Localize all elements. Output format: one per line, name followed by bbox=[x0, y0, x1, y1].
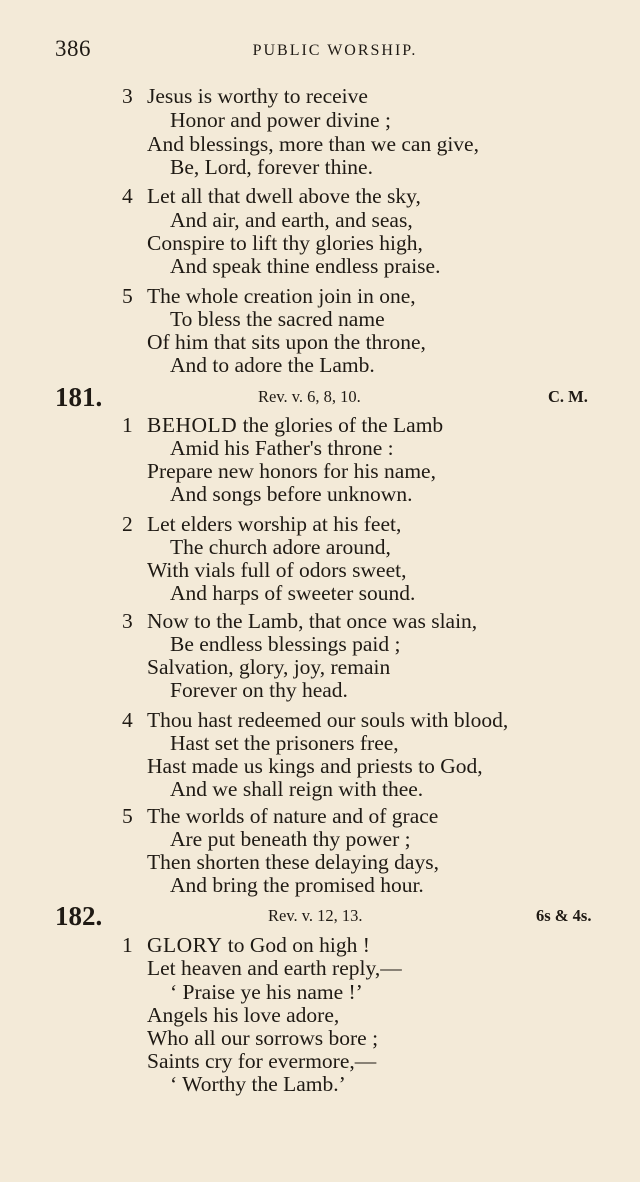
verse-number: 3 bbox=[122, 84, 133, 108]
verse-line: Let heaven and earth reply,— bbox=[147, 956, 402, 980]
first-line-rest: the glories of the Lamb bbox=[237, 413, 444, 437]
verse-line: Angels his love adore, bbox=[147, 1003, 340, 1027]
verse-number: 1 bbox=[122, 413, 133, 437]
verse-line: And speak thine endless praise. bbox=[170, 254, 441, 278]
verse-line: ‘ Worthy the Lamb.’ bbox=[170, 1072, 346, 1096]
scripture-reference: Rev. v. 6, 8, 10. bbox=[258, 387, 361, 406]
verse-line: Thou hast redeemed our souls with blood, bbox=[147, 708, 509, 732]
verse-line: Of him that sits upon the throne, bbox=[147, 330, 426, 354]
first-line-rest: to God on high ! bbox=[222, 933, 370, 957]
page-number: 386 bbox=[55, 36, 91, 61]
verse-line: Amid his Father's throne : bbox=[170, 436, 394, 460]
verse-line: Conspire to lift thy glories high, bbox=[147, 231, 423, 255]
verse-line: Let elders worship at his feet, bbox=[147, 512, 402, 536]
first-word: BEHOLD bbox=[147, 413, 238, 437]
verse-line: To bless the sacred name bbox=[170, 307, 385, 331]
verse-number: 4 bbox=[122, 708, 133, 732]
verse-line: The worlds of nature and of grace bbox=[147, 804, 439, 828]
verse-line: Then shorten these delaying days, bbox=[147, 850, 439, 874]
verse-line: ‘ Praise ye his name !’ bbox=[170, 980, 363, 1004]
hymn-number: 181. bbox=[55, 382, 103, 412]
verse-line: Be endless blessings paid ; bbox=[170, 632, 401, 656]
verse-line: Let all that dwell above the sky, bbox=[147, 184, 421, 208]
verse-line: Be, Lord, forever thine. bbox=[170, 155, 373, 179]
verse-first-line bbox=[147, 935, 370, 957]
scripture-reference: Rev. v. 12, 13. bbox=[268, 906, 363, 925]
verse-line: And blessings, more than we can give, bbox=[147, 132, 479, 156]
verse-line: Forever on thy head. bbox=[170, 678, 348, 702]
verse-line: Are put beneath thy power ; bbox=[170, 827, 411, 851]
verse-line: And harps of sweeter sound. bbox=[170, 581, 416, 605]
verse-first-line bbox=[147, 415, 443, 437]
verse-number: 3 bbox=[122, 609, 133, 633]
verse-line: The church adore around, bbox=[170, 535, 391, 559]
verse-line: And songs before unknown. bbox=[170, 482, 413, 506]
verse-line: Salvation, glory, joy, remain bbox=[147, 655, 391, 679]
verse-line: Saints cry for evermore,— bbox=[147, 1049, 377, 1073]
verse-line: The whole creation join in one, bbox=[147, 284, 416, 308]
verse-number: 5 bbox=[122, 284, 133, 308]
verse-number: 2 bbox=[122, 512, 133, 536]
hymn-number: 182. bbox=[55, 901, 103, 931]
verse-line: Now to the Lamb, that once was slain, bbox=[147, 609, 478, 633]
verse-line: Who all our sorrows bore ; bbox=[147, 1026, 379, 1050]
verse-line: And we shall reign with thee. bbox=[170, 777, 424, 801]
first-word: GLORY bbox=[147, 933, 223, 957]
verse-line: Prepare new honors for his name, bbox=[147, 459, 436, 483]
verse-number: 1 bbox=[122, 933, 133, 957]
running-title: PUBLIC WORSHIP. bbox=[252, 42, 418, 59]
verse-number: 4 bbox=[122, 184, 133, 208]
verse-line: And bring the promised hour. bbox=[170, 873, 424, 897]
hymn-meter: 6s & 4s. bbox=[536, 906, 592, 925]
hymn-meter: C. M. bbox=[548, 387, 588, 406]
verse-line: Honor and power divine ; bbox=[170, 108, 391, 132]
verse-line: Hast set the prisoners free, bbox=[170, 731, 399, 755]
verse-line: And air, and earth, and seas, bbox=[170, 208, 413, 232]
verse-line: And to adore the Lamb. bbox=[170, 353, 375, 377]
verse-line: Hast made us kings and priests to God, bbox=[147, 754, 483, 778]
verse-line: With vials full of odors sweet, bbox=[147, 558, 407, 582]
verse-number: 5 bbox=[122, 804, 133, 828]
verse-line: Jesus is worthy to receive bbox=[147, 84, 368, 108]
